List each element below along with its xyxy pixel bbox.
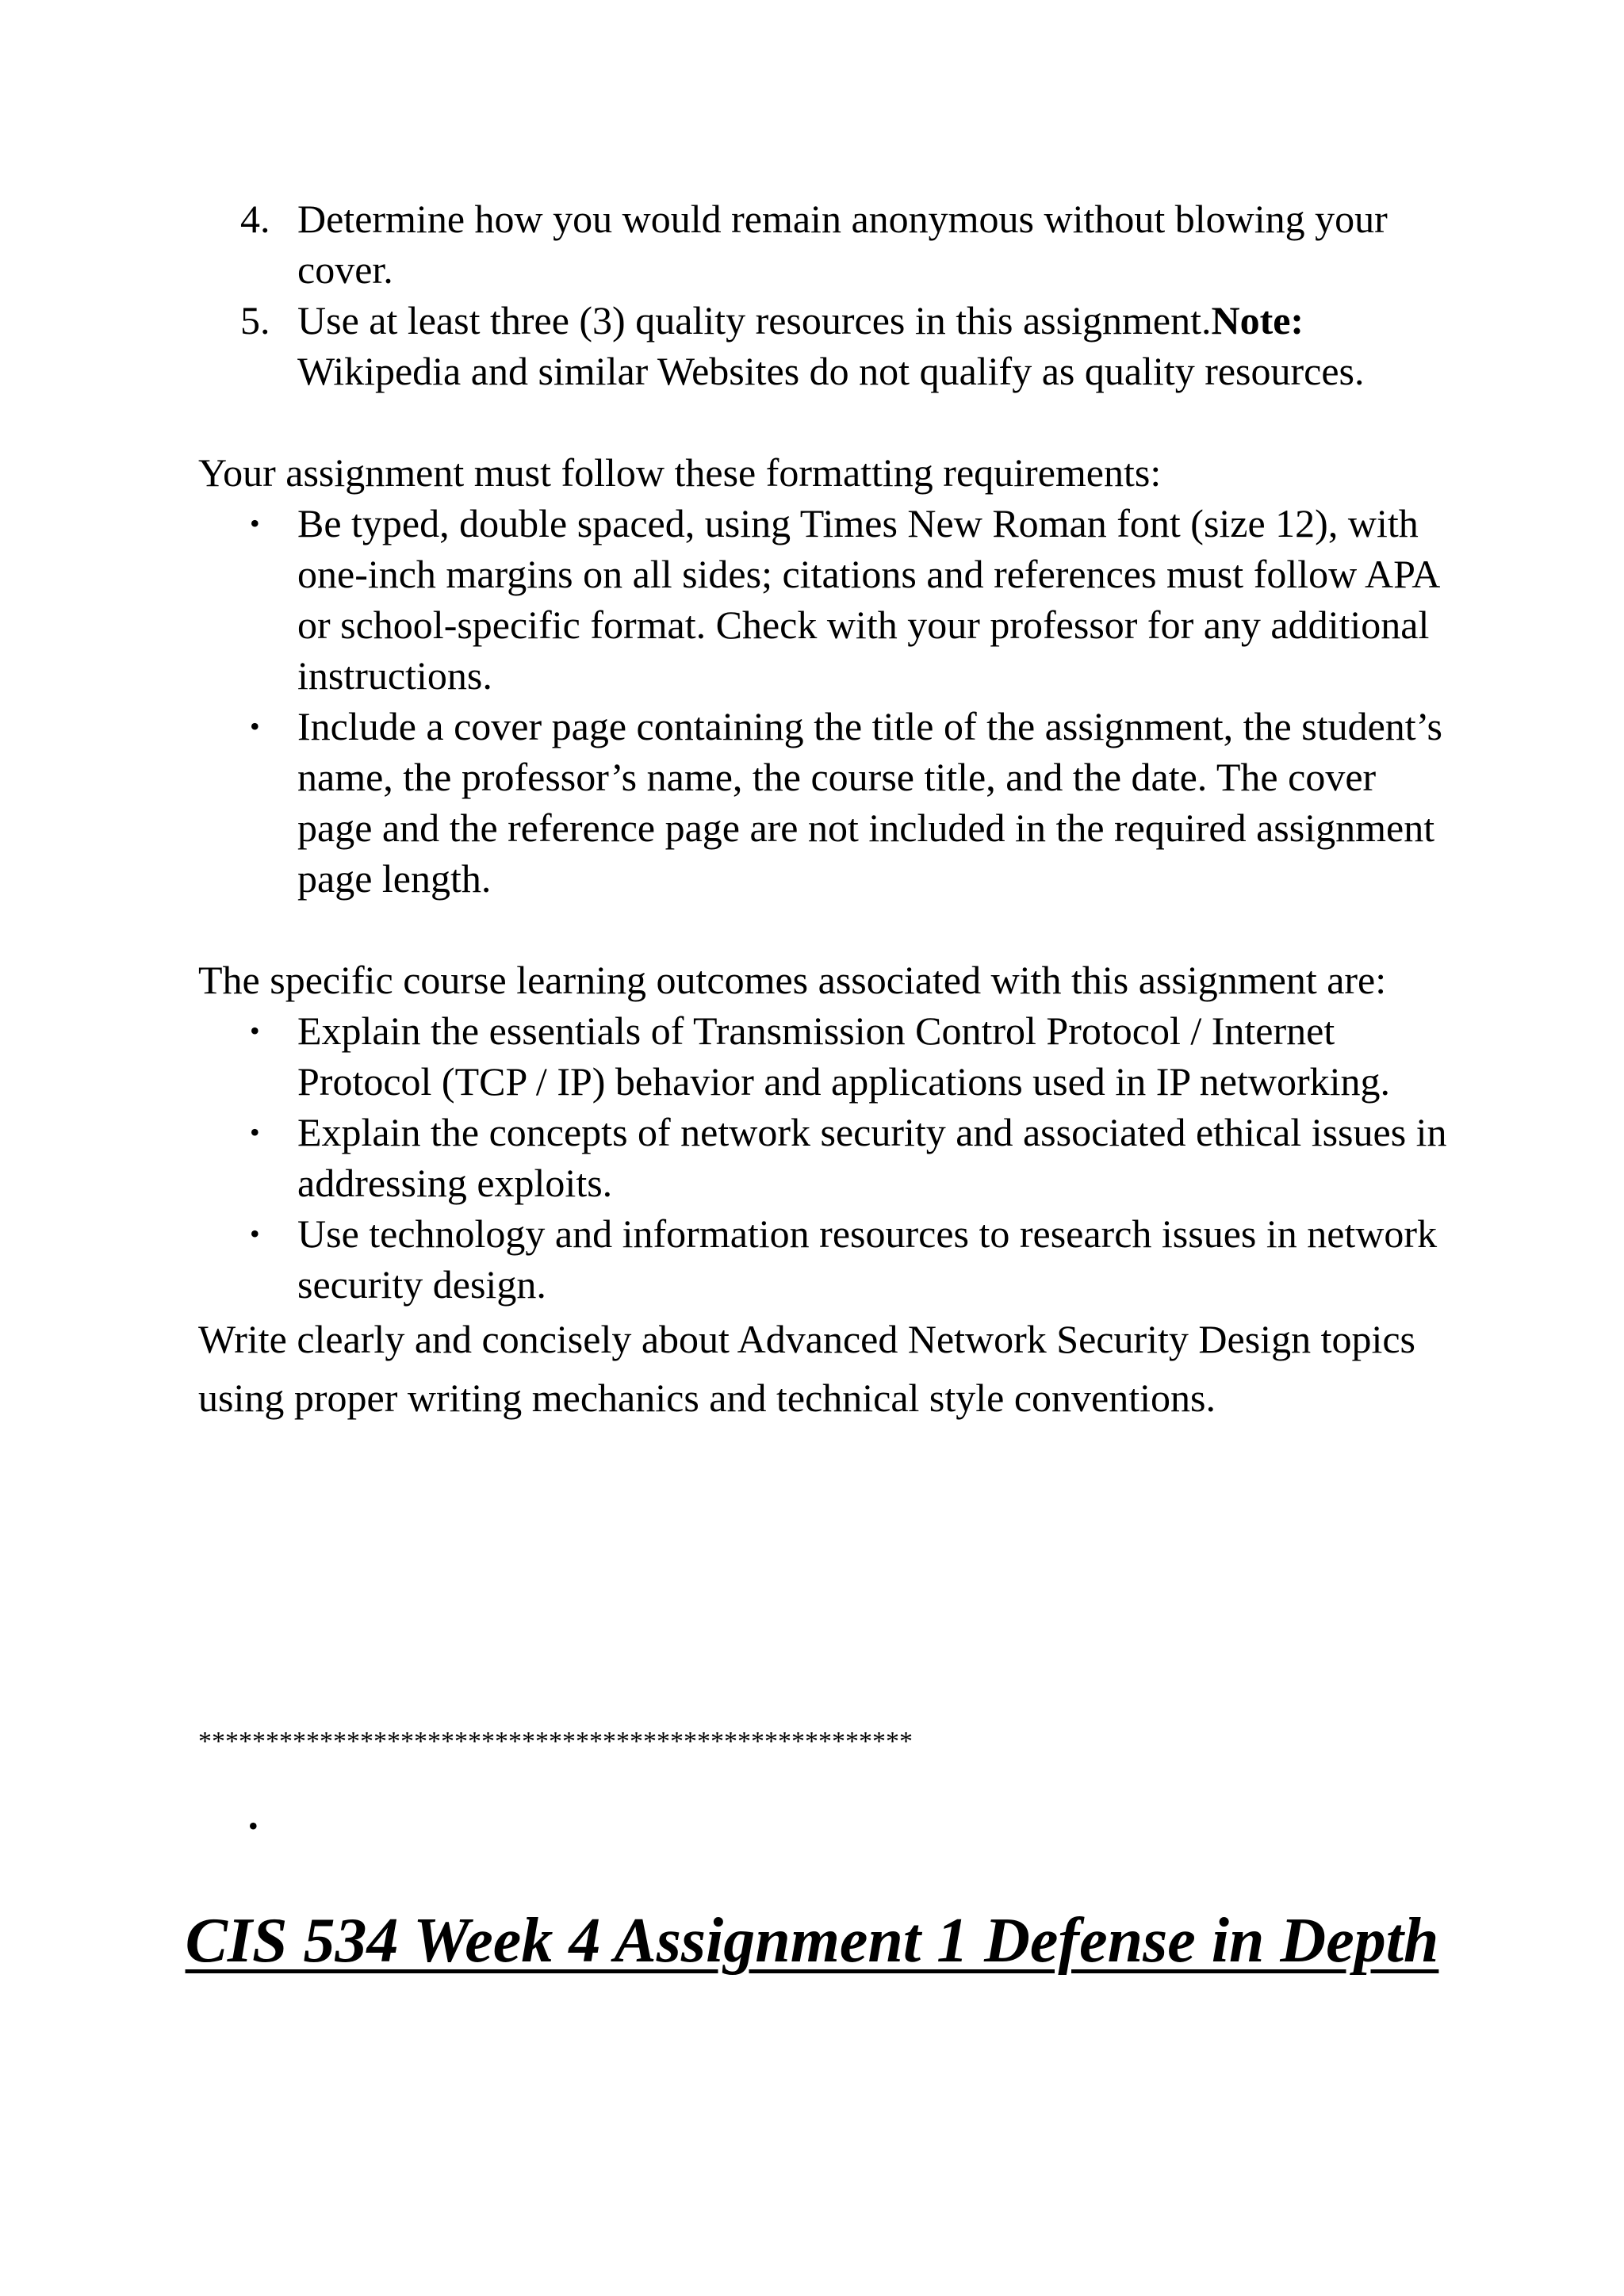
bullet-icon: • <box>250 1015 260 1047</box>
list-item-text-continued: Wikipedia and similar Websites do not qualify as quality resources. <box>297 349 1365 393</box>
outcome-bullet <box>198 1107 1451 1208</box>
note-label: Note: <box>1211 298 1304 342</box>
bullet-icon: • <box>250 710 260 742</box>
formatting-intro: Your assignment must follow these formatting requirements: <box>198 450 1162 495</box>
outcomes-bullet-list <box>198 1005 1451 1310</box>
bullet-icon: • <box>250 507 260 539</box>
outcome-bullet <box>198 1005 1451 1107</box>
formatting-bullet <box>198 701 1451 904</box>
list-item-text: Use at least three (3) quality resources in this assignment. <box>297 298 1212 342</box>
empty-bullet-icon: • <box>248 1810 259 1842</box>
bullet-icon: • <box>250 1116 260 1148</box>
bullet-text: Explain the concepts of network security and associated ethical issues in addressing exploits. <box>297 1110 1447 1205</box>
page-title-text: CIS 534 Week 4 Assignment 1 Defense in Depth <box>185 1906 1439 1976</box>
outcome-bullet <box>198 1208 1451 1310</box>
list-item-5 <box>198 295 1451 396</box>
formatting-bullet-list <box>198 498 1451 904</box>
list-item-4 <box>198 193 1451 295</box>
bullet-icon: • <box>250 1218 260 1249</box>
numbered-list <box>198 193 1451 396</box>
bullet-text: Include a cover page containing the title of the assignment, the student’s name, the professor’s name, the course title, and the date. The cover page and the reference page are not included in the required assignment page length. <box>297 704 1443 901</box>
bullet-text: Be typed, double spaced, using Times New Roman font (size 12), with one-inch margins on all sides; citations and references must follow APA or school-specific format. Check with your professor for any additional instructions. <box>297 501 1438 698</box>
bullet-text: Use technology and information resources to research issues in network security design. <box>297 1211 1438 1307</box>
outcomes-intro: The specific course learning outcomes associated with this assignment are: <box>198 958 1387 1002</box>
separator-line: ***************************************************** <box>198 1727 913 1756</box>
formatting-bullet <box>198 498 1451 701</box>
document-body <box>198 193 1451 1427</box>
list-number: 5. <box>240 298 270 342</box>
page-title <box>0 1900 1624 1982</box>
list-item-text: Determine how you would remain anonymous without blowing your cover. <box>297 197 1388 292</box>
closing-paragraph: Write clearly and concisely about Advanced Network Security Design topics using proper writing mechanics and technical style conventions. <box>198 1317 1416 1420</box>
list-number: 4. <box>240 197 270 241</box>
bullet-text: Explain the essentials of Transmission Control Protocol / Internet Protocol (TCP / IP) behavior and applications used in IP networking. <box>297 1008 1391 1104</box>
